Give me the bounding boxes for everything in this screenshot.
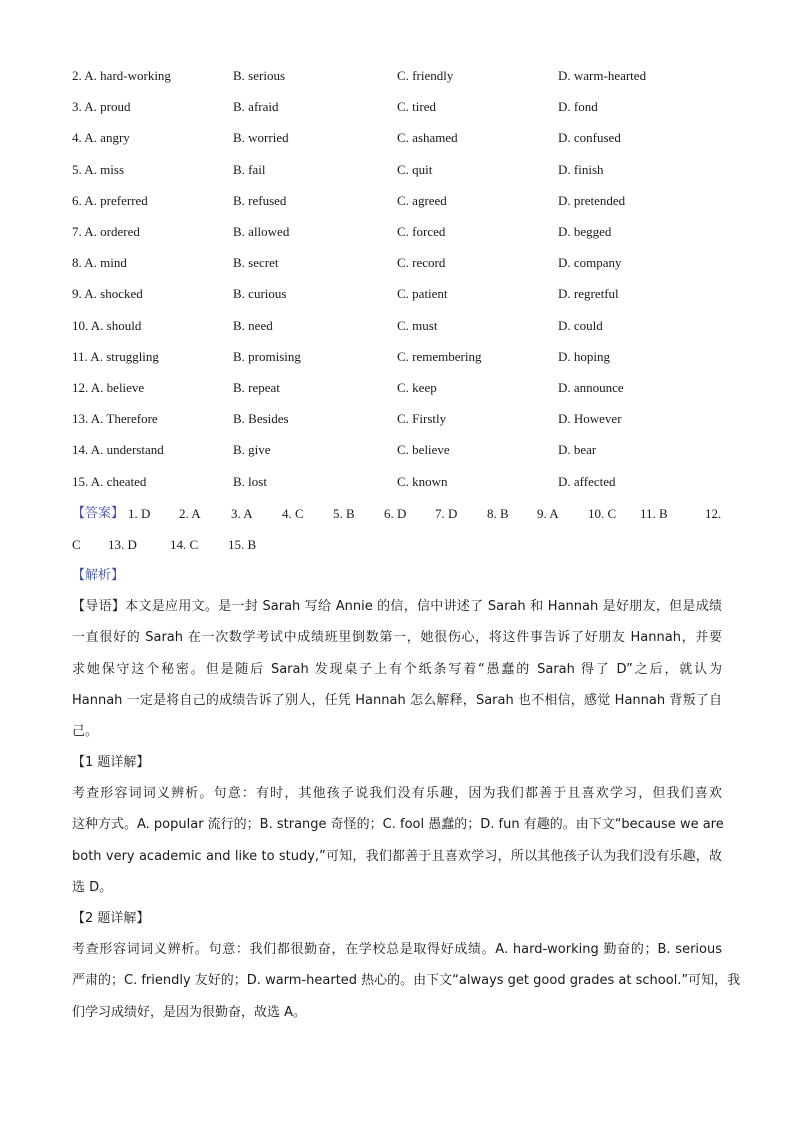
answer-item: 12.: [705, 506, 722, 521]
option-text: D. finish: [558, 161, 604, 177]
option-text: D. company: [558, 255, 622, 271]
option-row: [0, 283, 794, 305]
option-text: 5. A. miss: [72, 161, 125, 177]
option-text: 7. A. ordered: [72, 224, 140, 239]
answer-item: 14. C: [170, 537, 199, 552]
answer-item: 9. A: [537, 506, 559, 521]
option-text: 13. A. Therefore: [72, 411, 158, 427]
answer-item: 11. B: [640, 506, 668, 521]
option-text: B. Besides: [233, 411, 289, 427]
option-row: [0, 439, 794, 461]
option-row: [0, 65, 794, 87]
guide-line: 求她保守这个秘密。但是随后 Sarah 发现桌子上有个纸条写着“愚蠢的 Sarah 得了 D”之后，就认为: [72, 661, 722, 677]
q1-line: 选 D。: [72, 879, 113, 895]
answer-item: 15. B: [228, 537, 257, 552]
option-text: C. patient: [397, 286, 448, 302]
option-text: 9. A. shocked: [72, 286, 143, 302]
option-row: [0, 159, 794, 181]
option-text: B. refused: [233, 192, 287, 208]
option-text: B. repeat: [233, 380, 280, 395]
option-row: [0, 252, 794, 274]
option-text: B. give: [233, 442, 271, 458]
answer-item: 4. C: [282, 506, 304, 521]
analysis-label: 【解析】: [72, 568, 125, 583]
q2-line: 们学习成绩好，是因为很勤奋，故选 A。: [72, 1004, 307, 1020]
option-text: D. regretful: [558, 286, 619, 302]
q1-line: 这种方式。A. popular 流行的；B. strange 奇怪的；C. fool 愚蠢的；D. fun 有趣的。由下文“because we are: [72, 817, 724, 833]
option-text: B. serious: [233, 68, 285, 83]
option-text: B. secret: [233, 255, 279, 271]
q1-line: 考查形容词词义辨析。句意：有时，其他孩子说我们没有乐趣，因为我们都善于且喜欢学习，但我们喜欢: [72, 786, 722, 801]
option-text: C. Firstly: [397, 411, 447, 427]
option-row: [0, 346, 794, 368]
option-text: D. pretended: [558, 192, 626, 208]
answer-item: 6. D: [384, 506, 407, 521]
guide-line: 【导语】本文是应用文。是一封 Sarah 写给 Annie 的信，信中讲述了 Sarah 和 Hannah 是好朋友，但是成绩: [72, 599, 722, 614]
answer-item: 10. C: [588, 506, 617, 521]
option-row: [0, 408, 794, 430]
q2-title: 【2 题详解】: [72, 911, 150, 926]
option-text: D. begged: [558, 224, 612, 239]
option-text: B. promising: [233, 348, 301, 364]
answer-item: 13. D: [108, 537, 137, 552]
option-text: 6. A. preferred: [72, 192, 148, 208]
option-text: C. forced: [397, 224, 446, 239]
guide-line: Hannah 一定是将自己的成绩告诉了别人，任凭 Hannah 怎么解释，Sarah 也不相信，感觉 Hannah 背叛了自: [72, 692, 722, 708]
answer-item: 2. A: [179, 506, 201, 521]
option-text: D. affected: [558, 473, 616, 489]
option-text: D. could: [558, 317, 603, 333]
option-text: C. record: [397, 255, 446, 271]
option-text: B. curious: [233, 286, 287, 302]
option-text: 11. A. struggling: [72, 348, 159, 364]
option-text: 10. A. should: [72, 317, 142, 333]
answer-item: 7. D: [435, 506, 458, 521]
option-text: 2. A. hard-working: [72, 68, 171, 83]
option-text: B. worried: [233, 130, 289, 146]
option-text: D. warm-hearted: [558, 68, 647, 83]
q1-title: 【1 题详解】: [72, 755, 150, 770]
option-row: [0, 315, 794, 337]
option-text: B. fail: [233, 161, 266, 177]
guide-line: 一直很好的 Sarah 在一次数学考试中成绩班里倒数第一，她很伤心，将这件事告诉了好朋友 Hannah，并要: [72, 630, 722, 646]
option-row: [0, 221, 794, 243]
option-text: 14. A. understand: [72, 442, 164, 458]
option-text: C. friendly: [397, 68, 454, 83]
option-text: C. ashamed: [397, 130, 458, 146]
option-text: C. believe: [397, 442, 450, 458]
option-text: C. tired: [397, 99, 436, 115]
option-text: C. known: [397, 473, 448, 489]
q1-line: both very academic and like to study,”可知，我们都善于且喜欢学习，所以其他孩子认为我们没有乐趣，故: [72, 848, 722, 864]
answer-item: 8. B: [487, 506, 509, 521]
option-text: D. announce: [558, 380, 624, 395]
option-text: C. agreed: [397, 192, 447, 208]
option-row: [0, 190, 794, 212]
option-text: D. hoping: [558, 348, 610, 364]
answer-item: C: [72, 537, 81, 552]
option-row: [0, 127, 794, 149]
answer-item: 5. B: [333, 506, 355, 521]
option-text: B. allowed: [233, 224, 290, 239]
option-text: C. quit: [397, 161, 433, 177]
answer-item: 1. D: [128, 506, 151, 521]
option-text: D. fond: [558, 99, 598, 115]
option-text: 12. A. believe: [72, 380, 145, 395]
guide-line: 己。: [72, 724, 99, 740]
option-text: B. need: [233, 317, 273, 333]
option-text: C. keep: [397, 380, 437, 395]
answer-label: 【答案】: [72, 506, 125, 521]
option-row: [0, 377, 794, 399]
q2-line: 考查形容词词义辨析。句意：我们都很勤奋，在学校总是取得好成绩。A. hard-working 勤奋的；B. serious: [72, 942, 722, 957]
q2-line: 严肃的；C. friendly 友好的；D. warm-hearted 热心的。由下文“always get good grades at school.”可知，我: [72, 973, 741, 989]
option-row: [0, 471, 794, 493]
option-text: 8. A. mind: [72, 255, 127, 271]
option-text: C. must: [397, 317, 438, 333]
option-text: B. lost: [233, 473, 267, 489]
option-text: B. afraid: [233, 99, 279, 115]
option-row: [0, 96, 794, 118]
option-text: D. confused: [558, 130, 621, 146]
option-text: 4. A. angry: [72, 130, 130, 146]
option-text: D. However: [558, 411, 622, 427]
option-text: 15. A. cheated: [72, 473, 147, 489]
option-text: C. remembering: [397, 348, 482, 364]
answer-item: 3. A: [231, 506, 253, 521]
option-text: D. bear: [558, 442, 597, 458]
option-text: 3. A. proud: [72, 99, 131, 115]
